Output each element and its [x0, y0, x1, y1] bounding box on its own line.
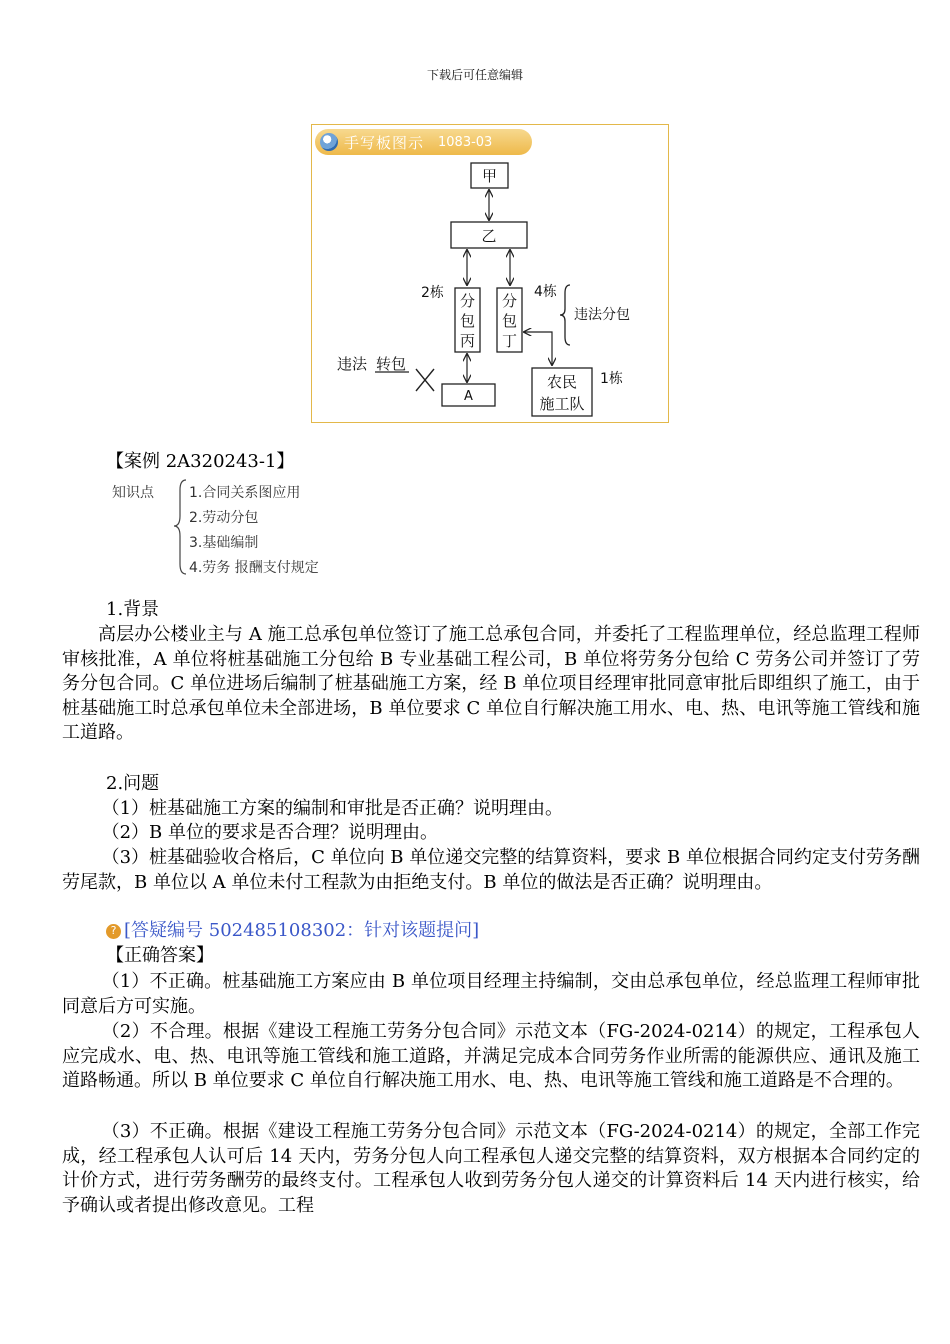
node-bing-1: 分	[459, 292, 476, 310]
question-mark-icon: ?	[106, 924, 121, 939]
question-3: （3）桩基础验收合格后，C 单位向 B 单位递交完整的结算资料，要求 B 单位根据合同约定支付劳务酬劳尾款，B 单位以 A 单位未付工程款为由拒绝支付。B 单位的做法是否正确？说明理由。	[62, 847, 920, 893]
case-title: 【案例 2A320243-1】	[106, 451, 295, 472]
contract-relation-diagram	[312, 125, 670, 424]
answer-1: （1）不正确。桩基础施工方案应由 B 单位项目经理主持编制，交由总承包单位，经总监理工程师审批同意后方可实施。	[62, 971, 920, 1017]
node-yi: 乙	[481, 227, 497, 245]
handwriting-board-figure	[311, 124, 669, 423]
node-ding-3: 丁	[501, 332, 518, 350]
label-one-building: 1栋	[600, 371, 623, 387]
node-bing-2: 包	[459, 312, 476, 330]
node-a: A	[464, 389, 473, 404]
label-illegal: 违法	[337, 355, 368, 373]
board-title: 手写板图示	[344, 133, 425, 152]
node-ding-2: 包	[501, 312, 518, 330]
node-bing-3: 丙	[459, 332, 476, 350]
answer-2: （2）不合理。根据《建设工程施工劳务分包合同》示范文本（FG-2024-0214）的规定，工程承包人应完成水、电、热、电讯等施工管线和施工道路，并满足完成本合同劳务作业所需的能源供应、通讯及施工道路畅通。所以 B 单位要求 C 单位自行解决施工用水、电、热、电讯等施工管线和施工道路是不合理的。	[62, 1021, 920, 1091]
label-four-buildings: 4栋	[534, 284, 557, 300]
knowledge-item: 3.基础编制	[189, 535, 259, 551]
arrow-ding-farmer	[524, 332, 552, 365]
answer-heading: 【正确答案】	[106, 945, 214, 966]
label-two-buildings: 2栋	[421, 285, 444, 301]
node-jia: 甲	[481, 167, 498, 185]
background-heading: 1.背景	[106, 599, 160, 620]
brace-illegal-subcontract	[560, 285, 570, 345]
qa-link[interactable]	[106, 919, 479, 943]
cross-mark-icon	[416, 369, 434, 391]
header-note: 下载后可任意编辑	[426, 68, 523, 82]
knowledge-item: 1.合同关系图应用	[189, 485, 301, 501]
label-transfer: 转包	[376, 355, 407, 373]
label-illegal-subcontract: 违法分包	[574, 307, 630, 323]
node-farmer-2: 施工队	[539, 395, 585, 413]
node-farmer-1: 农民	[546, 373, 578, 391]
question-1: （1）桩基础施工方案的编制和审批是否正确？说明理由。	[101, 798, 564, 819]
node-ding-1: 分	[501, 292, 518, 310]
board-code: 1083-03	[438, 134, 493, 150]
knowledge-brace	[170, 478, 190, 578]
answer-3: （3）不正确。根据《建设工程施工劳务分包合同》示范文本（FG-2024-0214）的规定，全部工作完成，经工程承包人认可后 14 天内，劳务分包人向工程承包人递交完整的结算资料，双方根据本合同约定的计价方式，进行劳务酬劳的最终支付。工程承包人收到劳务分包人递交的计算资料后 14 天内进行核实，给予确认或者提出修改意见。工程	[62, 1121, 920, 1216]
knowledge-label: 知识点	[112, 485, 154, 501]
knowledge-item: 4.劳务 报酬支付规定	[189, 560, 319, 576]
question-heading: 2.问题	[106, 773, 160, 794]
knowledge-item: 2.劳动分包	[189, 510, 259, 526]
qa-link-text[interactable]: [答疑编号 502485108302：针对该题提问]	[124, 920, 480, 941]
background-paragraph: 高层办公楼业主与 A 施工总承包单位签订了施工总承包合同，并委托了工程监理单位，经总监理工程师审核批准，A 单位将桩基础施工分包给 B 专业基础工程公司，B 单位将劳务分包给 C 劳务公司并签订了劳务分包合同。C 单位进场后编制了桩基础施工方案，经 B 单位项目经理审批同意审批后即组织了施工，由于桩基础施工时总承包单位未全部进场，B 单位要求 C 单位自行解决施工用水、电、热、电讯等施工管线和施工道路。	[62, 624, 920, 743]
question-2: （2）B 单位的要求是否合理？说明理由。	[101, 822, 438, 843]
